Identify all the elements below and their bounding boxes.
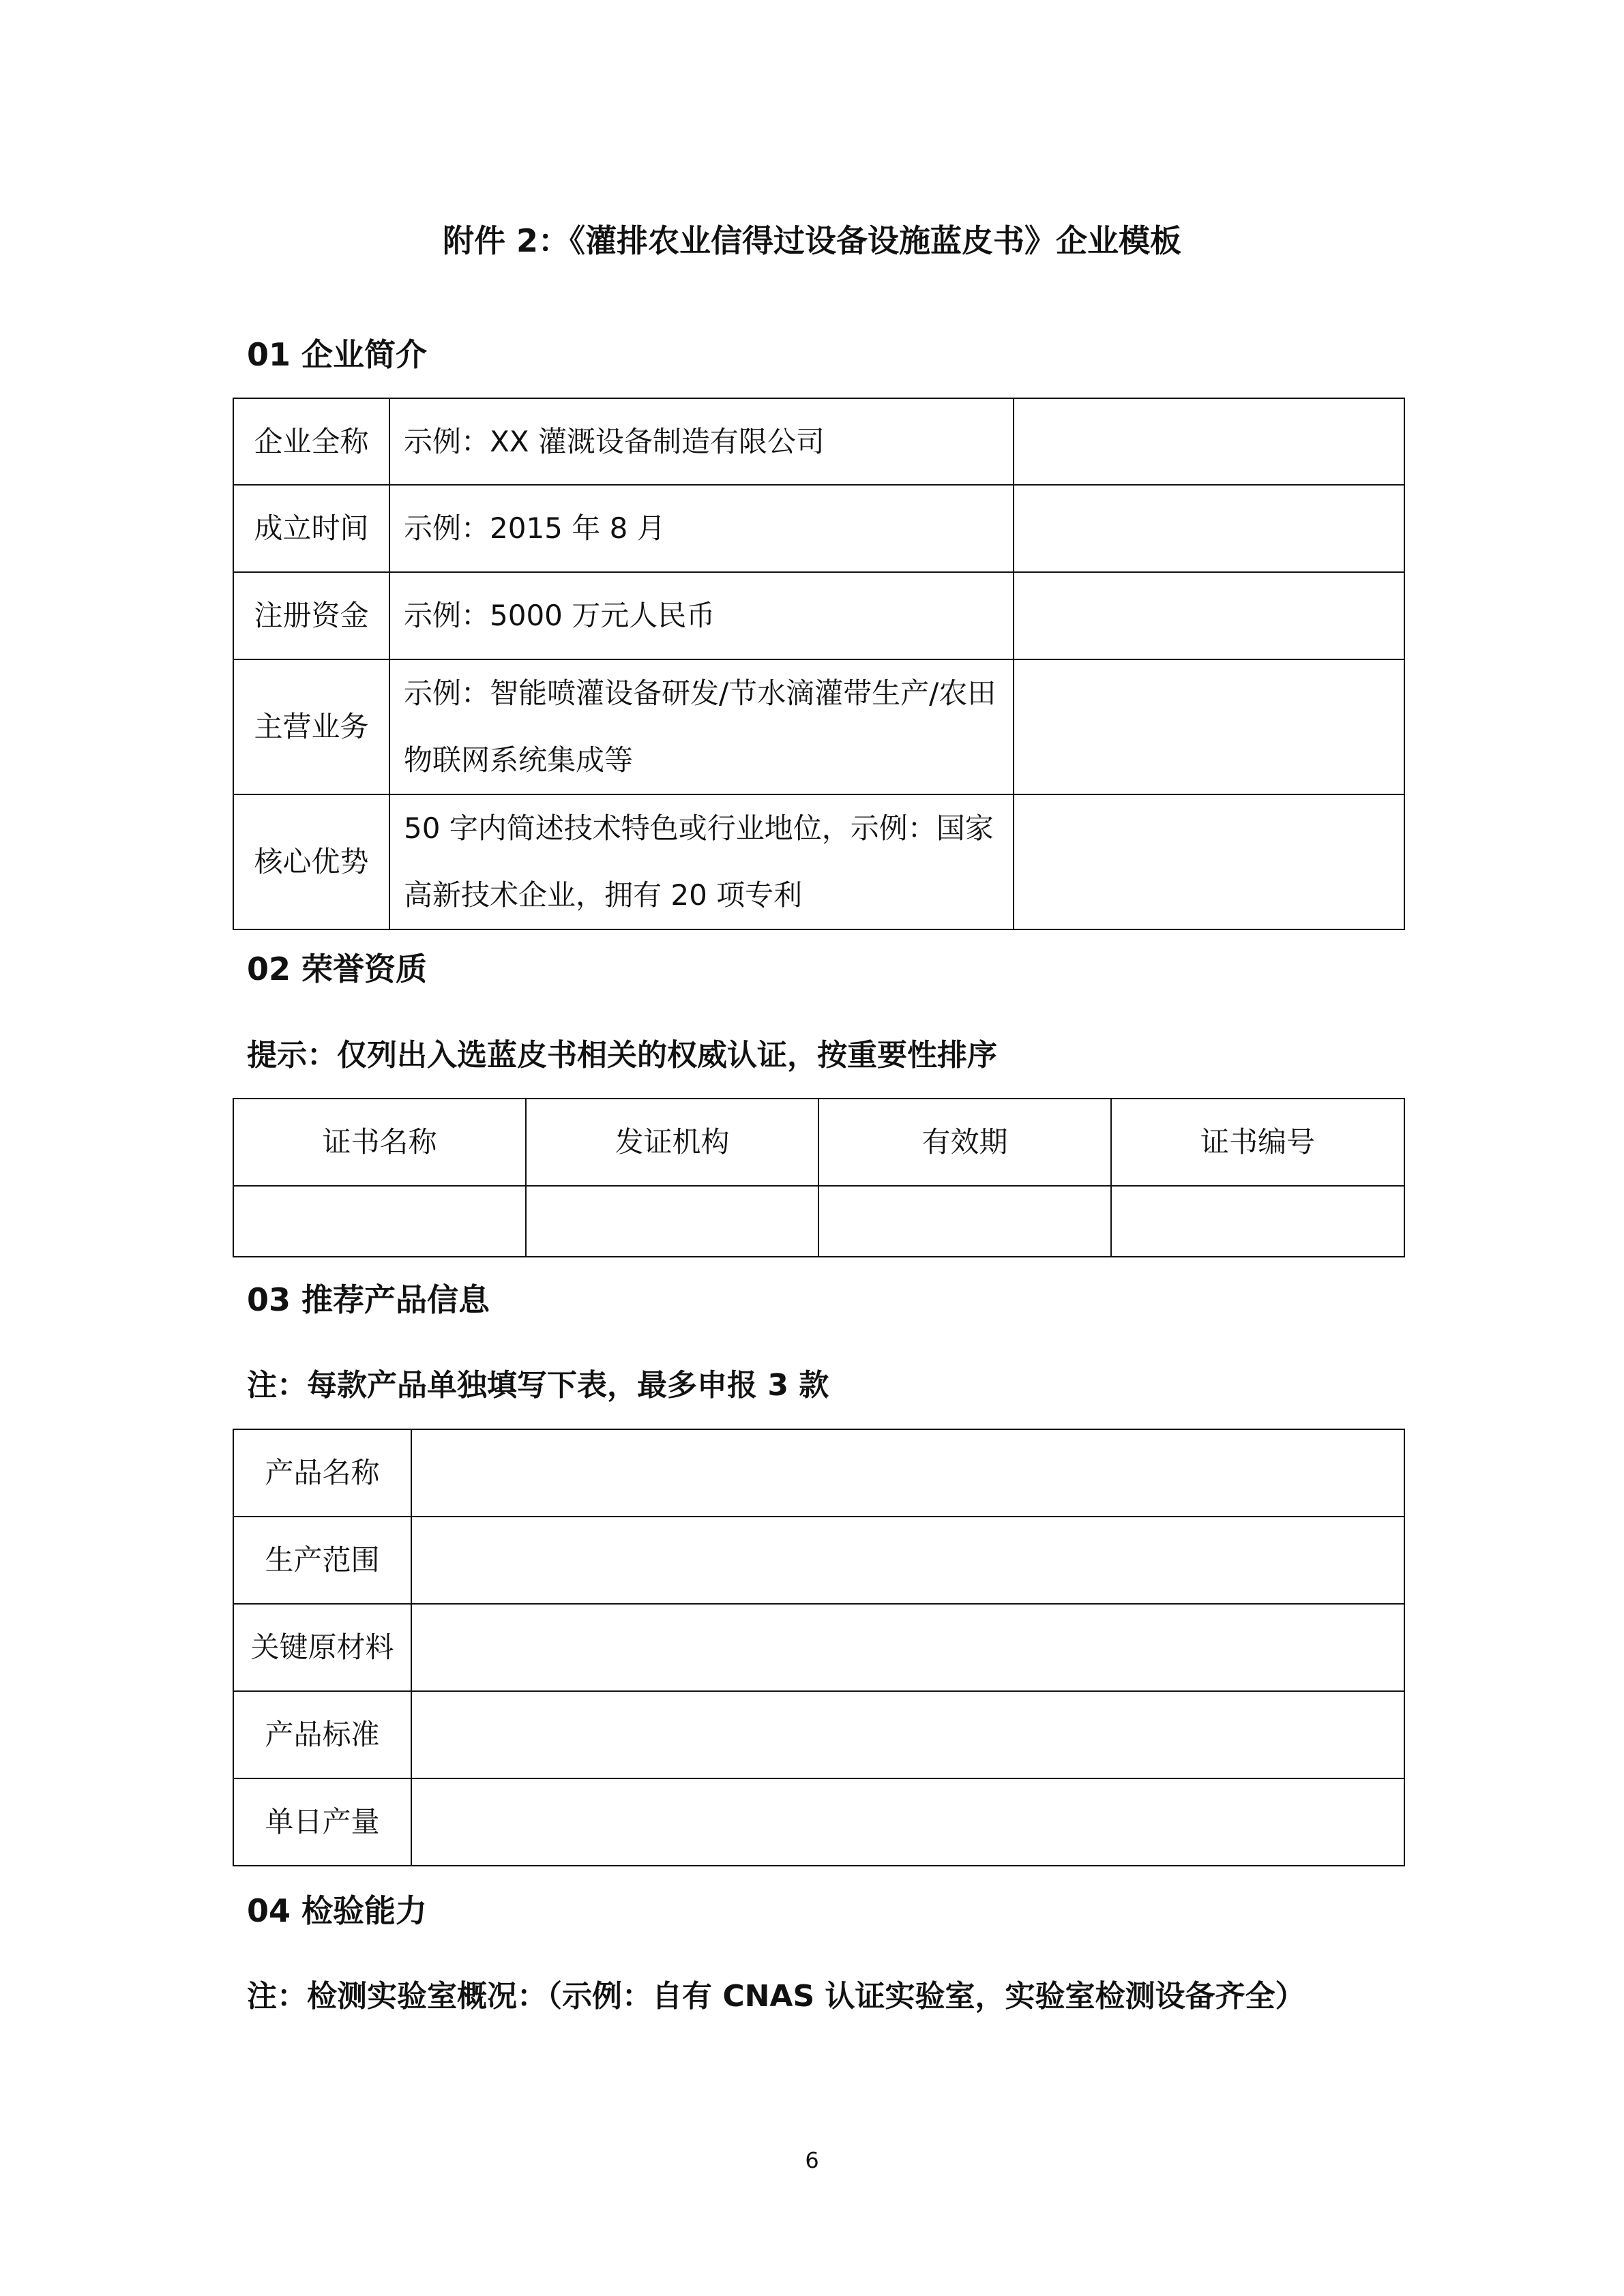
production-scope-value[interactable] — [411, 1517, 1404, 1604]
table-header-row — [233, 1099, 1404, 1186]
table-row — [233, 572, 1404, 659]
table-row — [233, 1186, 1404, 1257]
daily-output-value[interactable] — [411, 1778, 1404, 1866]
column-header-certificate-number: 证书编号 — [1111, 1099, 1404, 1186]
daily-output-label: 单日产量 — [233, 1778, 411, 1866]
core-advantage-line-1: 50 字内简述技术特色或行业地位，示例：国家 — [404, 811, 994, 845]
core-advantage-value[interactable] — [389, 794, 1014, 929]
product-name-value[interactable] — [411, 1429, 1404, 1517]
table-row — [233, 1429, 1404, 1517]
main-business-line-1: 示例：智能喷灌设备研发/节水滴灌带生产/农田 — [404, 676, 996, 710]
page-number: 6 — [805, 2147, 819, 2173]
column-header-validity: 有效期 — [818, 1099, 1111, 1186]
registered-capital-extra[interactable] — [1014, 572, 1404, 659]
table-row — [233, 1517, 1404, 1604]
issuing-authority-cell[interactable] — [526, 1186, 818, 1257]
main-business-value[interactable] — [389, 659, 1014, 794]
section-heading-honors: 02 荣誉资质 — [247, 951, 428, 987]
key-materials-value[interactable] — [411, 1604, 1404, 1691]
column-header-issuing-authority: 发证机构 — [526, 1099, 818, 1186]
column-header-certificate-name: 证书名称 — [233, 1099, 526, 1186]
company-name-label: 企业全称 — [233, 398, 389, 485]
validity-cell[interactable] — [818, 1186, 1111, 1257]
honors-note: 提示：仅列出入选蓝皮书相关的权威认证，按重要性排序 — [247, 1038, 997, 1073]
inspection-note: 注：检测实验室概况：（示例：自有 CNAS 认证实验室，实验室检测设备齐全） — [247, 1979, 1305, 2014]
registered-capital-value[interactable]: 示例：5000 万元人民币 — [389, 572, 1014, 659]
company-name-extra[interactable] — [1014, 398, 1404, 485]
table-row — [233, 398, 1404, 485]
section-heading-products: 03 推荐产品信息 — [247, 1281, 490, 1318]
table-row — [233, 659, 1404, 794]
section-heading-company-profile: 01 企业简介 — [247, 336, 428, 373]
certificate-number-cell[interactable] — [1111, 1186, 1404, 1257]
core-advantage-label: 核心优势 — [233, 794, 389, 929]
table-row — [233, 1691, 1404, 1778]
page-title: 附件 2：《灌排农业信得过设备设施蓝皮书》企业模板 — [442, 222, 1182, 259]
products-note: 注：每款产品单独填写下表，最多申报 3 款 — [247, 1368, 829, 1403]
table-row — [233, 794, 1404, 929]
product-name-label: 产品名称 — [233, 1429, 411, 1517]
founded-date-extra[interactable] — [1014, 485, 1404, 572]
founded-date-label: 成立时间 — [233, 485, 389, 572]
certificates-table — [233, 1098, 1405, 1257]
table-row — [233, 1778, 1404, 1866]
main-business-extra[interactable] — [1014, 659, 1404, 794]
product-info-table — [233, 1429, 1405, 1866]
table-row — [233, 485, 1404, 572]
key-materials-label: 关键原材料 — [233, 1604, 411, 1691]
section-heading-inspection: 04 检验能力 — [247, 1892, 428, 1929]
main-business-line-2: 物联网系统集成等 — [404, 743, 634, 777]
table-row — [233, 1604, 1404, 1691]
company-name-value[interactable]: 示例：XX 灌溉设备制造有限公司 — [389, 398, 1014, 485]
founded-date-value[interactable]: 示例：2015 年 8 月 — [389, 485, 1014, 572]
production-scope-label: 生产范围 — [233, 1517, 411, 1604]
main-business-label: 主营业务 — [233, 659, 389, 794]
company-profile-table — [233, 398, 1405, 930]
core-advantage-extra[interactable] — [1014, 794, 1404, 929]
product-standard-value[interactable] — [411, 1691, 1404, 1778]
product-standard-label: 产品标准 — [233, 1691, 411, 1778]
certificate-name-cell[interactable] — [233, 1186, 526, 1257]
registered-capital-label: 注册资金 — [233, 572, 389, 659]
core-advantage-line-2: 高新技术企业，拥有 20 项专利 — [404, 878, 803, 912]
